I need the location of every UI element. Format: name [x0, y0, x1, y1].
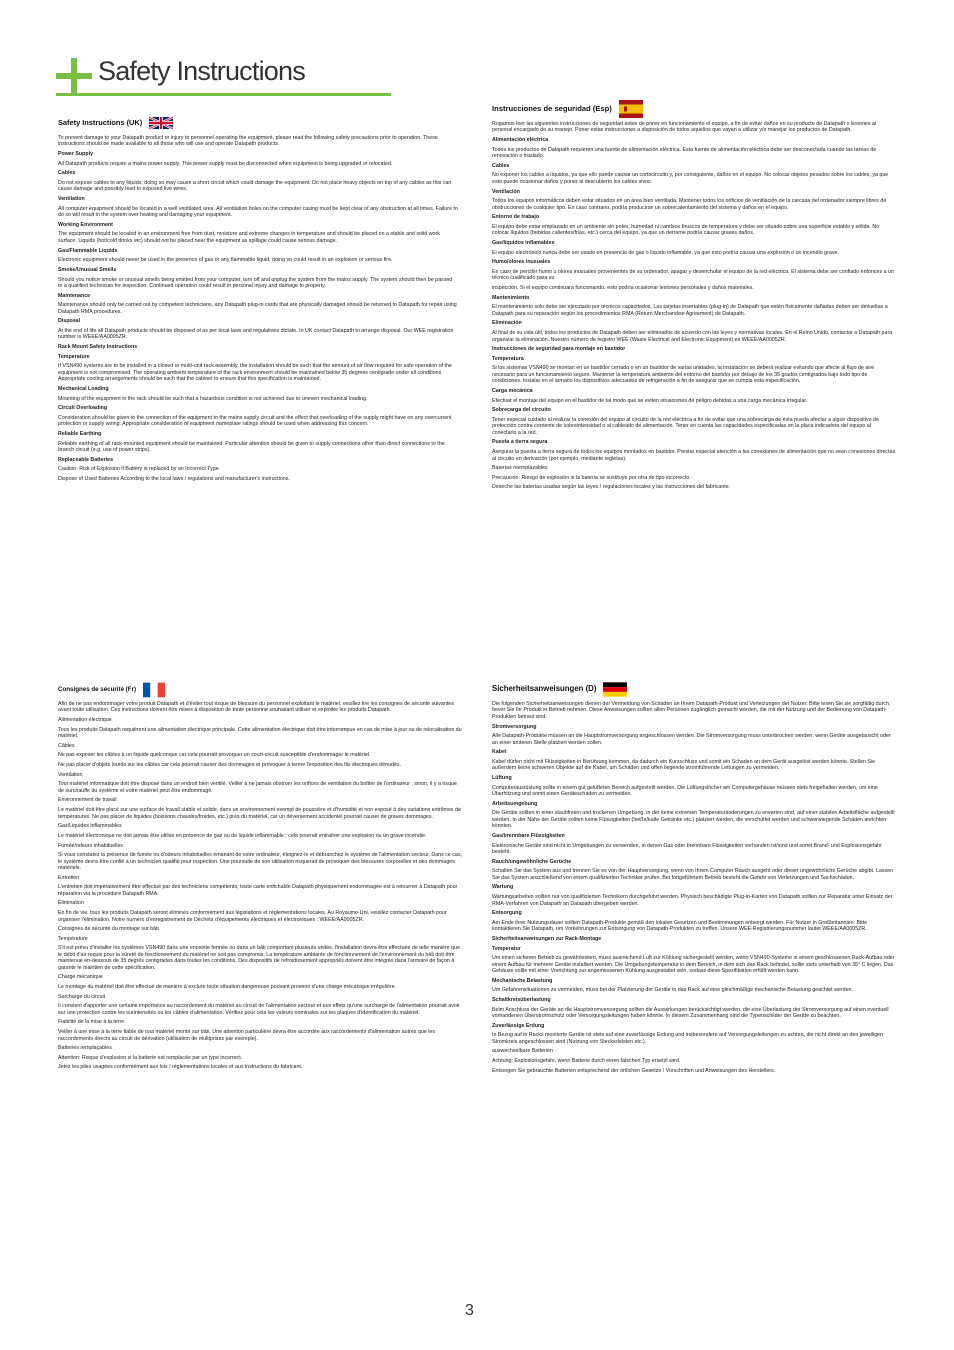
paragraph: S'il est prévu d'installer les systèmes VSN490 dans une enceinte fermée ou dans un bâti comportant plusieurs unités, l'installation devra être effectuée de telle manière que le débit d'air requis pour la sûreté de fonctionnement du matériel ne soit pas compromis. La température ambiante de fonctionnement de l'environnement du bâti doit être maintenue en-dessous de 35 degrés centigrades dans toutes les conditions. Des dispositifs de refroidissement appropriés doivent être intégrés dans l'armoire de façon à garantir le maintien de cette spécification. [58, 945, 460, 971]
paragraph: Tener especial cuidado al realizar la conexión del equipo al circuito de la red eléctrica a fin de evitar que una sobrecarga de ésta pueda afectar a algún dispositivo de protección contra corriente de sobreintensidad o al cableado de alimentación. Tener en cuenta las capacidades especificadas en la placa indicadora del equipo al conectarlo a la red. [492, 416, 879, 436]
paragraph: Todos los equipos informáticos deben estar situados en un área bien ventilada. Mantener todos los orificios de ventilación de la carcasa del ordenador siempre libres de obstrucciones de cualquier tipo. En caso contrario, podría producirse un sobrecalentamiento del sistema y daños en el equipo. [492, 198, 887, 211]
paragraph: The equipment should be located in an environment free from dust, moisture and extreme changes in temperature and should be placed on a stable and solid work surface. Liquids (hot/cold drinks etc) should not be placed near the equipment as spillage could cause serious damage. [58, 231, 440, 244]
subheading: Wartung [492, 884, 514, 891]
paragraph: Dispose of Used Batteries According to the local laws / regulations and manufacturer's instructions. [58, 475, 290, 482]
subheading: Circuit Overloading [58, 405, 108, 412]
subheading: Rauch/ungewöhnliche Gerüche [492, 858, 572, 865]
paragraph: Mounting of the equipment in the rack should be such that a hazardous condition is not achieved due to uneven mechanical loading. [58, 395, 368, 402]
subheading: Arbeitsumgebung [492, 800, 538, 807]
paragraph: El equipo debe estar emplazado en un ambiente sin polvo, humedad ni cambios bruscos de temperatura y debe ser situado sobre una superficie estable y sólida. No colocar líquidos (bebidas calientes/frías, etc.) cerca del equipo, ya que un derrame podría causar graves daños. [492, 223, 880, 237]
paragraph: Le matériel doit être placé sur une surface de travail stable et solide, dans un environnement exempt de poussière et d'humidité et non exposé à des variations extrêmes de températures. Ne pas placer de liquides (boissons chaudes/froides, etc.) près du matériel, car un déversement accidentel pourrait causer de graves dommages. [58, 807, 461, 820]
paragraph: L'entretien doit impérativement être effectué par des techniciens compétents, toute carte enfichable Datapath physiquement endommagée est à retourner à Datapath pour réparation via la procédure Datapath RMA. [58, 884, 458, 897]
paragraph: Elektronische Geräte sind nicht in Umgebungen zu verwenden, in denen Gas oder brennbare Flüssigkeiten vorhanden ist/sind und somit Brand- und Explosionsgefahr besteht. [492, 842, 882, 856]
paragraph: Asegurar la puesta a tierra segura de todos los equipos montados en bastidor. Prestar especial atención a las conexiones de alimentación que no sean conexiones directas al circuito en derivación (por ejemplo, mediante regletas). [492, 449, 896, 462]
subheading: Power Supply [58, 151, 94, 158]
subheading: Température [58, 935, 88, 942]
germany-flag-icon [603, 682, 627, 697]
section-de [492, 680, 896, 1077]
subheading: Entsorgung [492, 910, 522, 917]
paragraph: inspección. Si el equipo continuara funcionando, esto podría ocasionar lesiones personales y daños materiales. [492, 285, 754, 292]
paragraph: Maintenance should only be carried out by competent technicians, any Datapath plug-in cards that are physically damaged should be returned to Datapath for repair using Datapath RMA procedures. [58, 302, 457, 315]
paragraph: Reliable earthing of all rack-mounted equipment should be maintained. Particular attention should be given to supply connections other than direct connections to the branch circuit (e.g. use of power strips). [58, 440, 445, 453]
paragraph: auswechselbare Batterien [492, 1048, 553, 1055]
section-fr [58, 681, 462, 1074]
section-title-text: Sicherheitsanweisungen (D) [492, 684, 597, 694]
paragraph: Veiller à une mise à la terre fiable de tout matériel monté sur bâti. Une attention particulière devra être accordée aux raccordements d'alimentation autres que les raccordements directs au circuit de dérivation (utilisation de multiprises par exemple). [58, 1029, 435, 1042]
subheading: Mechanische Belastung [492, 977, 553, 984]
paragraph: Si vous constatez la présence de fumée ou d'odeurs inhabituelles émanant de votre ordinateur, éteignez-le et débranchez le système de l'alimentation secteur. Dans ce cas, le système devra être confié à un technicien qualifié pour inspection. Une poursuite de son utilisation risquerait de provoquer des blessures corporelles et des dommages matériels. [58, 852, 462, 872]
subheading: Élimination [58, 900, 84, 907]
subheading: Entretien [58, 874, 80, 881]
subheading: Schaltkreisüberlastung [492, 996, 551, 1003]
paragraph: To prevent damage to your Datapath product or injury to personnel operating the equipment, please read the following safety precautions prior to operation. These instructions should be made available to all those who will use and operate Datapath products. [58, 135, 438, 148]
subheading: Gas/Flammable Liquids [58, 247, 118, 254]
subheading: Batteries remplaçables [58, 1045, 112, 1052]
subheading: Rack Mount Safety Instructions [58, 344, 138, 351]
subheading: Alimentation électrique [58, 717, 112, 724]
subheading: Instrucciones de seguridad para montaje en bastidor [492, 346, 626, 353]
subheading: Disposal [58, 318, 81, 325]
paragraph: Tout matériel informatique doit être disposé dans un endroit bien ventilé. Veiller à ne jamais obstruer les orifices de ventilation du boîtier de l'ordinateur ; sinon, il y a risque de surchauffe du système et votre matériel peut être endommagé. [58, 781, 457, 794]
subheading: Humo/olores inusuales [492, 259, 551, 266]
plus-icon [56, 58, 92, 94]
subheading: Sicherheitsanweisungen zur Rack-Montage [492, 935, 602, 942]
paragraph: Le montage du matériel doit être effectué de manière à exclure toute situation dangereuse pouvant provenir d'une charge mécanique irrégulière. [58, 984, 397, 991]
paragraph: If VSN490 systems are to be installed in a closed or multi-unit rack assembly, the installation should be such that the amount of air flow required for safe operation of the equipment is not compromised. The operating ambient temperature of the rack environment should be maintained below 35 degrees centigrade under all conditions. Appropriate cooling arrangements should be such that the cabinet to ensure that this specification is maintained. [58, 363, 452, 383]
subheading: Cables [492, 162, 510, 169]
subheading: Ventilation [58, 196, 85, 203]
paragraph: At the end of life all Datapath products should be disposed of as per local laws and regulations dictate. In UK contact Datapath to arrange disposal. Our WEE registration number is WEEE/AA0005ZR. [58, 327, 454, 341]
subheading: Temperatur [492, 945, 521, 952]
paragraph: All computer equipment should be located in a well ventilated area. All ventilation holes on the computer casing must be kept clear of any obstruction at all times. Failure to do so will result in the system over heating and damaging your equipment. [58, 205, 458, 219]
subheading: Alimentación eléctrica [492, 137, 549, 144]
paragraph: Kabel dürfen nicht mit Flüssigkeiten in Berührung kommen, da dadurch ein Kurzschluss und somit ein Schaden an dem Gerät ausgelöst werden könnte. Stellen Sie außerdem keine schweren Objekte auf die Kabel, um Schäden und offen liegende stromführende Leitungen zu vermeiden. [492, 758, 876, 772]
paragraph: Baterías reemplazables [492, 465, 548, 472]
paragraph: Achtung: Explosionsgefahr, wenn Batterie durch einen falschen Typ ersetzt wird. [492, 1058, 681, 1065]
paragraph: Si los sistemas VSN490 se montan en un bastidor cerrado o en un bastidor de varias unidades, la instalación se deberá realizar evitando que afecte al flujo de aire necesario para un funcionamiento seguro. Mantener la temperatura ambiente del entorno del bastidor por debajo de los 35 grados centígrados bajo todo tipo de condiciones. Instalar en el armario los dispositivos adecuados de refrigeración a fin de asegurar que se cumpla esta especificación. [492, 365, 875, 385]
subheading: Temperatura [492, 355, 524, 362]
section-title-text: Consignes de sécurité (Fr) [58, 686, 137, 694]
paragraph: No exponer los cables a líquidos, ya que ello puede causar un cortocircuito y, por consiguiente, daños en el equipo. No colocar objetos pesados sobre los cables, ya que esto puede ocasionar daños y poner al descubierto los cables vivos. [492, 172, 889, 185]
paragraph: Die Geräte sollten in einer staubfreien und trockenen Umgebung, in der keine extremen Temperaturänderungen zu erwarten sind, auf einer stabilen Arbeitsfläche aufgestellt werden. In der Nähe der Geräte sollten keine Flüssigkeiten (heiße/kalte Getränke etc.) platziert werden, die verschüttet werden und schwerwiegende Schäden anrichten könnten. [492, 810, 895, 830]
paragraph: Die folgenden Sicherheitsanweisungen dienen der Vermeidung von Schäden an Ihrem Datapath-Produkt und Verletzungen der Nutzer. Bitte lesen Sie sie sorgfältig durch, bevor Sie Ihr Produkt in Betrieb nehmen. Diese Anweisungen sollten allen Personen zugänglich gemacht werden, die mit der Nutzung und der Bedienung von Datapath-Produkten betraut sind. [492, 701, 891, 720]
paragraph: Computerausrüstung sollte in einem gut gelüfteten Bereich aufgestellt werden. Die Lüftungslöcher am Computergehäuse müssen stets freigehalten werden, um eine Überhitzung und somit einen Geräteschaden zu vermeiden. [492, 784, 878, 798]
subheading: Gaz/Liquides inflammables [58, 823, 122, 830]
page-number: 3 [465, 1302, 474, 1319]
subheading: Environnement de travail [58, 797, 117, 804]
paragraph: Electronic equipment should never be used in the presence of gas or any flammable liquid, doing so could result in an explosion or serious fire. [58, 257, 393, 264]
section-uk [58, 114, 458, 486]
subheading: Ventilación [492, 188, 520, 195]
paragraph: En caso de percibir humo u olores inusuales provenientes de su ordenador, apagar y desenchufar el equipo de la red eléctrica. El sistema debe ser confiado entonces a un técnico cualificado para su [492, 268, 894, 282]
paragraph: Um einen sicheren Betrieb zu gewährleisten, muss ausreichend Luft zur Kühlung sichergestellt werden, wenn VSN490-Systeme in einem geschlossenen Rack-Aufbau oder einem Aufbau für mehrere Geräte installiert werden. Die Umgebungstemperatur in dem Bereich, in dem sich das Rack befindet, sollte stets unterhalb von 35° C liegen. Das Gehäuse sollte mit einer Vorrichtung zur angemessenen Kühlung ausgestattet sein, sodass diese Spezifikation erfüllt werden kann. [492, 955, 895, 975]
subheading: Cables [58, 170, 76, 177]
subheading: Stromversorgung [492, 723, 537, 730]
subheading: Câbles [58, 742, 75, 749]
paragraph: Do not expose cables to any liquids; doing so may cause a short circuit which could damage the equipment. Do not place heavy objects on top of any cables as this can cause damage and possibly lead to exposed live wires. [58, 180, 452, 193]
paragraph: Wartungsarbeiten sollten nur von qualifizierten Technikern durchgeführt werden. Physisch beschädigte Plug-in-Karten von Datapath sollten zur Reparatur unter Einsatz der RMA-Verfahren von Datapath an Datapath übergeben werden. [492, 894, 893, 907]
paragraph: All Datapath products require a mains power supply. This power supply must be disconnected when equipment is being upgraded or relocated. [58, 160, 393, 167]
subheading: Charge mécanique [58, 974, 103, 981]
subheading: Lüftung [492, 775, 512, 782]
section-title [58, 681, 462, 699]
page-title: Safety Instructions [98, 56, 305, 86]
paragraph: El equipo electrónico nunca debe ser usado en presencia de gas o líquido inflamable, ya que esto podría causar una explosión o un incendio grave. [492, 249, 839, 256]
subheading: Fumée/odeurs inhabituelles [58, 842, 124, 849]
subheading: Mechanical Loading [58, 385, 109, 392]
paragraph: Al final de su vida útil, todos los productos de Datapath deben ser eliminados de acuerdo con las leyes y normativas locales. En el Reino Unido, contactar a Datapath para organizar la eliminación. Nuestro número de registro WEE (Waste Electrical and Electronic Equipment) es WEEE/AA0005ZR. [492, 330, 893, 343]
paragraph: Efectuar el montaje del equipo en el bastidor de tal modo que se eviten situaciones de peligro debidas a una carga mecánica irregular. [492, 397, 808, 404]
subheading: Eliminación [492, 320, 522, 327]
spain-flag-icon [619, 100, 643, 118]
paragraph: In Bezug auf in Racks montierte Geräte ist stets auf eine zuverlässige Erdung und insbesondere auf Versorgungsleitungen zu achten, die nicht direkt an den jeweiligen Stromkreis angeschlossen sind (Nutzung von Steckerleisten etc.). [492, 1032, 884, 1045]
subheading: Puesta a tierra segura [492, 439, 548, 446]
paragraph: Um Gefahrensituationen zu vermeiden, muss bei der Platzierung der Geräte in das Rack auf eine gleichmäßige mechanische Belastung geachtet werden. [492, 987, 853, 994]
subheading: Smoke/Unusual Smells [58, 266, 117, 273]
paragraph: En fin de vie, tous les produits Datapath seront éliminés conformément aux législations et réglementations locales. Au Royaume-Uni, veuillez contacter Datapath pour organiser l'élimination. Notre numéro d'enregistrement de Déchets d'équipements électriques et électroniques : WEEE/AA0005ZR. [58, 910, 447, 923]
subheading: Surcharge du circuit [58, 993, 106, 1000]
subheading: Working Environment [58, 221, 113, 228]
paragraph: Ne pas exposer les câbles à un liquide quelconque car cela pourrait provoquer un court-circuit susceptible d'endommager le matériel. [58, 752, 371, 759]
section-title-text: Safety Instructions (UK) [58, 118, 143, 128]
subheading: Fiabilité de la mise à la terre [58, 1019, 125, 1026]
france-flag-icon [143, 682, 165, 698]
paragraph: Todos los productos de Datapath requieren una fuente de alimentación eléctrica. Esta fuente de alimentación eléctrica debe ser desconectada cuando las tareas de renovación o traslado. [492, 146, 877, 160]
paragraph: Le matériel électronique ne doit jamais être utilisé en présence de gaz ou de liquide inflammable ; cela pourrait entraîner une explosion ou un grave incendie. [58, 832, 427, 839]
paragraph: Ne pas placer d'objets lourds sur les câbles car cela pourrait causer des dommages et provoquer à terme l'exposition des fils électriques dénudés. [58, 762, 401, 769]
paragraph: Entsorgen Sie gebrauchte Batterien entsprechend der örtlichen Gesetze / Vorschriften und Anweisungen des Herstellers. [492, 1067, 776, 1074]
subheading: Reliable Earthing [58, 430, 102, 437]
paragraph: Am Ende ihrer Nutzungsdauer sollten Datapath-Produkte gemäß den lokalen Gesetzen und Bestimmungen entsorgt werden. Für Nutzer in Großbritannien: Bitte kontaktieren Sie Datapath, um Vorkehrungen zur Entsorgung von Datapath-Produkten zu treffen. Unsere WEE-Registrierungsnummer lautet WEEE/AA0005ZR. [492, 919, 868, 933]
section-title [492, 100, 896, 118]
paragraph: Afin de ne pas endommager votre produit Datapath et d'éviter tout risque de blessure du personnel exploitant le matériel, veuillez lire les consignes de sécurité suivantes avant toute utilisation. Ces instructions doivent être mises à disposition de toute personne souhaitant utiliser et exploiter les produits Datapath. [58, 701, 454, 714]
paragraph: Consideration should be given to the connection of the equipment to the mains supply circuit and the effect that overloading of the supply might have on any overcurrent protection or supply wiring. Appropriate consideration of equipment nameplate ratings should be used when addressing this concern. [58, 414, 452, 428]
subheading: Gas/líquidos inflamables [492, 240, 555, 247]
subheading: Entorno de trabajo [492, 214, 540, 221]
subheading: Consignes de sécurité du montage sur bâti [58, 926, 159, 933]
section-title-text: Instrucciones de seguridad (Esp) [492, 104, 612, 114]
section-es [492, 100, 896, 494]
paragraph: Il convient d'apporter une certaine importance au raccordement du matériel au circuit de l'alimentation secteur et aux effets qu'une surcharge de l'alimentation pourrait avoir sur une protection contre les surintensités ou les câbles d'alimentation. Vérifiez pour cela les valeurs nominales sur les plaques d'identification du matériel. [58, 1003, 460, 1016]
paragraph: El mantenimiento solo debe ser ejecutado por técnicos capacitados. Las tarjetas insertables (plug-in) de Datapath que estén físicamente dañadas deben ser devueltas a Datapath para su reparación según los procedimientos RMA (Return Merchandise Agreement) de Datapath. [492, 304, 888, 317]
section-title [58, 114, 458, 132]
subheading: Gas/brennbare Flüssigkeiten [492, 832, 565, 839]
uk-flag-icon [149, 116, 173, 130]
subheading: Maintenance [58, 292, 91, 299]
subheading: Sobrecarga del circuito [492, 407, 551, 414]
paragraph: Beim Anschluss der Geräte an die Hauptstromversorgung sollten die Auswirkungen berücksichtigt werden, die eine Überlastung der Stromversorgung auf einen eventuell vorhandenen Überstromschutz oder Versorgungsleitungen haben könnte. In diesem Zusammenhang sind die Typenschilder der Geräte zu beachten. [492, 1006, 889, 1020]
subheading: Mantenimiento [492, 294, 530, 301]
subheading: Temperature [58, 353, 90, 360]
subheading: Zuverlässige Erdung [492, 1022, 545, 1029]
section-title [492, 680, 896, 698]
paragraph: Tous les produits Datapath requièrent une alimentation électrique principale. Cette alimentation électrique doit être interrompue en cas de mise à jour ou de relocalisation du matériel. [58, 726, 462, 740]
subheading: Kabel [492, 749, 507, 756]
paragraph: Alle Datapath-Produkte müssen an die Hauptstromversorgung angeschlossen werden. Die Stromversorgung muss unterbrochen werden, wenn Geräte ausgetauscht oder an einer anderen Stelle platziert werden sollen. [492, 733, 891, 746]
paragraph: Precaución: Riesgo de explosión si la batería se sustituye por otra de tipo incorrecto. [492, 474, 691, 481]
paragraph: Schalten Sie das System aus und trennen Sie es von der Hauptversorgung, wenn von Ihrem Computer Rauch ausgeht oder dieser ungewöhnliche Gerüche abgibt. Lassen Sie das System anschließend von einem qualifizierten Techniker prüfen. Bei fortgeführtem Betrieb besteht die Gefahr von Verletzungen und Sachschäden. [492, 868, 894, 881]
paragraph: Should you notice smoke or unusual smells being emitted from your computer, turn off and unplug the system from the mains supply. The system should then be passed to a qualified technician for inspection. Continued operation could result in personal injury and damage to property. [58, 276, 453, 289]
subheading: Ventilation [58, 771, 83, 778]
title-underline [56, 93, 391, 96]
subheading: Carga mecánica [492, 387, 533, 394]
paragraph: Caution: Risk of Explosion if Battery is replaced by an Incorrect Type. [58, 466, 221, 473]
paragraph: Jetez les piles usagées conformément aux lois / réglementations locales et aux instructions du fabricant. [58, 1064, 303, 1071]
paragraph: Attention: Risque d'explosion si la batterie est remplacée par un type incorrect. [58, 1054, 243, 1061]
paragraph: Deseche las baterías usadas según las leyes / regulaciones locales y las instrucciones del fabricante. [492, 484, 731, 491]
subheading: Replaceable Batteries [58, 456, 114, 463]
paragraph: Rogamos leer las siguientes instrucciones de seguridad antes de poner en funcionamiento el equipo, a fin de evitar daños en su producto de Datapath o lesiones al personal encargado de su manejo. Poner estas instrucciones a disposición de todos aquellos que vayan a utilizar y/o manejar los productos de Datapath. [492, 121, 876, 134]
page-header [56, 50, 391, 100]
